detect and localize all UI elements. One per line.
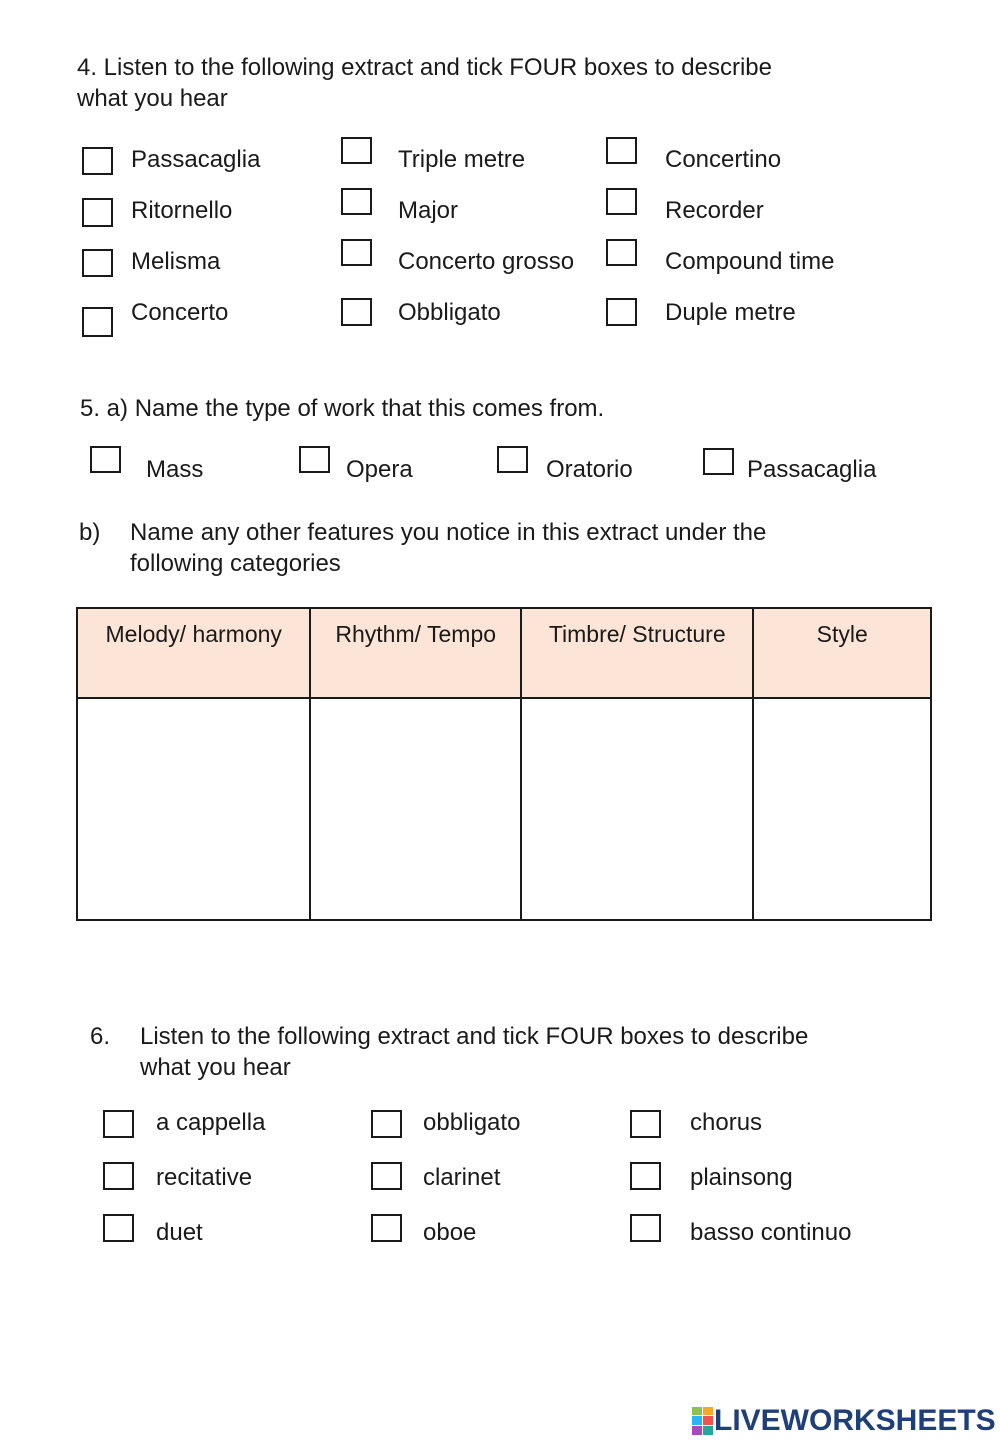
option-plainsong: plainsong xyxy=(690,1164,793,1191)
answer-melody-harmony[interactable] xyxy=(77,698,310,920)
option-clarinet: clarinet xyxy=(423,1164,501,1191)
answer-timbre-structure[interactable] xyxy=(521,698,753,920)
checkbox-compound-time[interactable] xyxy=(606,239,637,266)
option-concerto-grosso: Concerto grosso xyxy=(398,248,575,275)
q5a-prompt: 5. a) Name the type of work that this comes from. xyxy=(80,395,605,422)
option-recorder: Recorder xyxy=(665,197,764,224)
answer-style[interactable] xyxy=(753,698,931,920)
checkbox-recorder[interactable] xyxy=(606,188,637,215)
liveworksheets-logo-text: LIVEWORKSHEETS xyxy=(714,1404,996,1437)
checkbox-ritornello[interactable] xyxy=(82,198,113,227)
checkbox-concertino[interactable] xyxy=(606,137,637,164)
checkbox-a-cappella[interactable] xyxy=(103,1110,134,1138)
checkbox-obbligato-6[interactable] xyxy=(371,1110,402,1138)
liveworksheets-logo-icon xyxy=(692,1407,714,1435)
option-oboe: oboe xyxy=(423,1219,477,1246)
checkbox-passacaglia-work[interactable] xyxy=(703,448,734,475)
option-oratorio: Oratorio xyxy=(546,456,633,483)
option-triple-metre: Triple metre xyxy=(398,146,526,173)
option-recitative: recitative xyxy=(156,1164,253,1191)
features-table-answer-row xyxy=(77,698,931,920)
checkbox-major[interactable] xyxy=(341,188,372,215)
features-table xyxy=(76,607,932,921)
checkbox-duple-metre[interactable] xyxy=(606,298,637,326)
checkbox-mass[interactable] xyxy=(90,446,121,473)
q6-number: 6. xyxy=(90,1023,111,1050)
header-style: Style xyxy=(753,608,931,698)
checkbox-passacaglia[interactable] xyxy=(82,147,113,175)
checkbox-melisma[interactable] xyxy=(82,249,113,277)
q6-prompt-line1: Listen to the following extract and tick FOUR boxes to describe xyxy=(140,1023,809,1050)
checkbox-duet[interactable] xyxy=(103,1214,134,1242)
option-a-cappella: a cappella xyxy=(156,1109,266,1136)
option-mass: Mass xyxy=(146,456,204,483)
checkbox-plainsong[interactable] xyxy=(630,1162,661,1190)
checkbox-obbligato[interactable] xyxy=(341,298,372,326)
q5b-prompt-line1: Name any other features you notice in this extract under the xyxy=(130,519,767,546)
option-obbligato: Obbligato xyxy=(398,299,501,326)
option-chorus: chorus xyxy=(690,1109,763,1136)
header-melody-harmony: Melody/ harmony xyxy=(77,608,310,698)
liveworksheets-logo[interactable] xyxy=(692,1404,996,1438)
checkbox-recitative[interactable] xyxy=(103,1162,134,1190)
option-obbligato-6: obbligato xyxy=(423,1109,521,1136)
option-duple-metre: Duple metre xyxy=(665,299,796,326)
q5b-label: b) xyxy=(79,519,101,546)
option-passacaglia-work: Passacaglia xyxy=(747,456,877,483)
checkbox-basso-continuo[interactable] xyxy=(630,1214,661,1242)
q4-prompt-line2: what you hear xyxy=(77,85,228,112)
q6-prompt-line2: what you hear xyxy=(140,1054,291,1081)
option-melisma: Melisma xyxy=(131,248,221,275)
checkbox-chorus[interactable] xyxy=(630,1110,661,1138)
option-opera: Opera xyxy=(346,456,413,483)
header-rhythm-tempo: Rhythm/ Tempo xyxy=(310,608,521,698)
option-duet: duet xyxy=(156,1219,203,1246)
option-compound-time: Compound time xyxy=(665,248,835,275)
option-basso-continuo: basso continuo xyxy=(690,1219,852,1246)
header-timbre-structure: Timbre/ Structure xyxy=(521,608,753,698)
checkbox-concerto-grosso[interactable] xyxy=(341,239,372,266)
checkbox-triple-metre[interactable] xyxy=(341,137,372,164)
option-concerto: Concerto xyxy=(131,299,229,326)
q4-prompt-line1: 4. Listen to the following extract and tick FOUR boxes to describe xyxy=(77,54,773,81)
option-concertino: Concertino xyxy=(665,146,782,173)
checkbox-opera[interactable] xyxy=(299,446,330,473)
option-ritornello: Ritornello xyxy=(131,197,233,224)
option-passacaglia: Passacaglia xyxy=(131,146,261,173)
option-major: Major xyxy=(398,197,459,224)
checkbox-oratorio[interactable] xyxy=(497,446,528,473)
answer-rhythm-tempo[interactable] xyxy=(310,698,521,920)
checkbox-oboe[interactable] xyxy=(371,1214,402,1242)
q5b-prompt-line2: following categories xyxy=(130,550,341,577)
features-table-header-row xyxy=(77,608,931,698)
checkbox-clarinet[interactable] xyxy=(371,1162,402,1190)
checkbox-concerto[interactable] xyxy=(82,307,113,337)
